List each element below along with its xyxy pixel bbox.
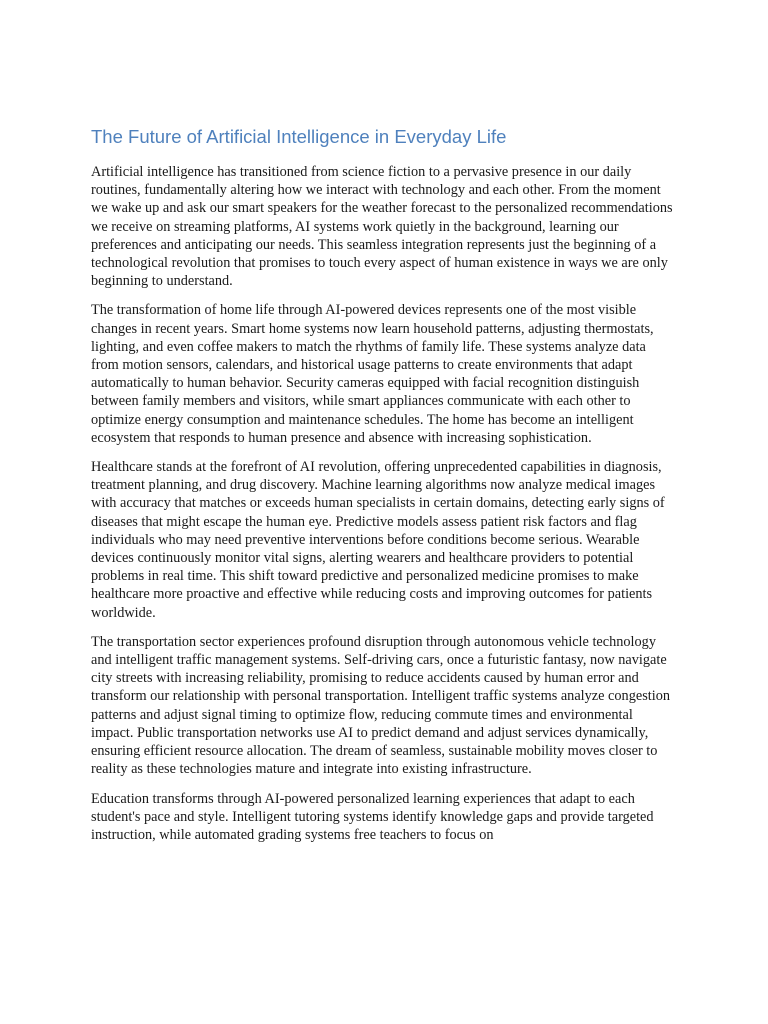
paragraph-intro: Artificial intelligence has transitioned from science fiction to a pervasive presence in our daily routines, fundamentally altering how we interact with technology and each other. From the moment we wake up and ask our smart speakers for the weather forecast to the personalized recommendations we receive on streaming platforms, AI systems work quietly in the background, learning our preferences and anticipating our needs. This seamless integration represents just the beginning of a technological revolution that promises to touch every aspect of human existence in ways we are only beginning to understand. xyxy=(91,164,673,290)
paragraph-home-life: The transformation of home life through AI-powered devices represents one of the most visible changes in recent years. Smart home systems now learn household patterns, adjusting thermostats, lighting, and even coffee makers to match the rhythms of family life. These systems analyze data from motion sensors, calendars, and historical usage patterns to create environments that adapt automatically to human behavior. Security cameras equipped with facial recognition distinguish between family members and visitors, while smart appliances communicate with each other to optimize energy consumption and maintenance schedules. The home has become an intelligent ecosystem that responds to human presence and absence with increasing sophistication. xyxy=(91,302,654,446)
paragraph-healthcare: Healthcare stands at the forefront of AI revolution, offering unprecedented capabilities in diagnosis, treatment planning, and drug discovery. Machine learning algorithms now analyze medical images with accuracy that matches or exceeds human specialists in certain domains, detecting early signs of diseases that might escape the human eye. Predictive models assess patient risk factors and flag individuals who may need preventive interventions before conditions become serious. Wearable devices continuously monitor vital signs, alerting wearers and healthcare providers to potential problems in real time. This shift toward predictive and personalized medicine promises to make healthcare more proactive and effective while reducing costs and improving outcomes for patients worldwide. xyxy=(91,459,665,621)
paragraph-transportation: The transportation sector experiences profound disruption through autonomous vehicle technology and intelligent traffic management systems. Self-driving cars, once a futuristic fantasy, now navigate city streets with increasing reliability, promising to reduce accidents caused by human error and transform our relationship with personal transportation. Intelligent traffic systems analyze congestion patterns and adjust signal timing to optimize flow, reducing commute times and environmental impact. Public transportation networks use AI to predict demand and adjust services dynamically, ensuring efficient resource allocation. The dream of seamless, sustainable mobility moves closer to reality as these technologies mature and integrate into existing infrastructure. xyxy=(91,633,671,778)
paragraph-education: Education transforms through AI-powered personalized learning experiences that adapt to each student's pace and style. Intelligent tutoring systems identify knowledge gaps and provide targeted instruction, while automated grading systems free teachers to focus on xyxy=(91,790,654,843)
document-title: The Future of Artificial Intelligence in Everyday Life xyxy=(91,126,507,147)
